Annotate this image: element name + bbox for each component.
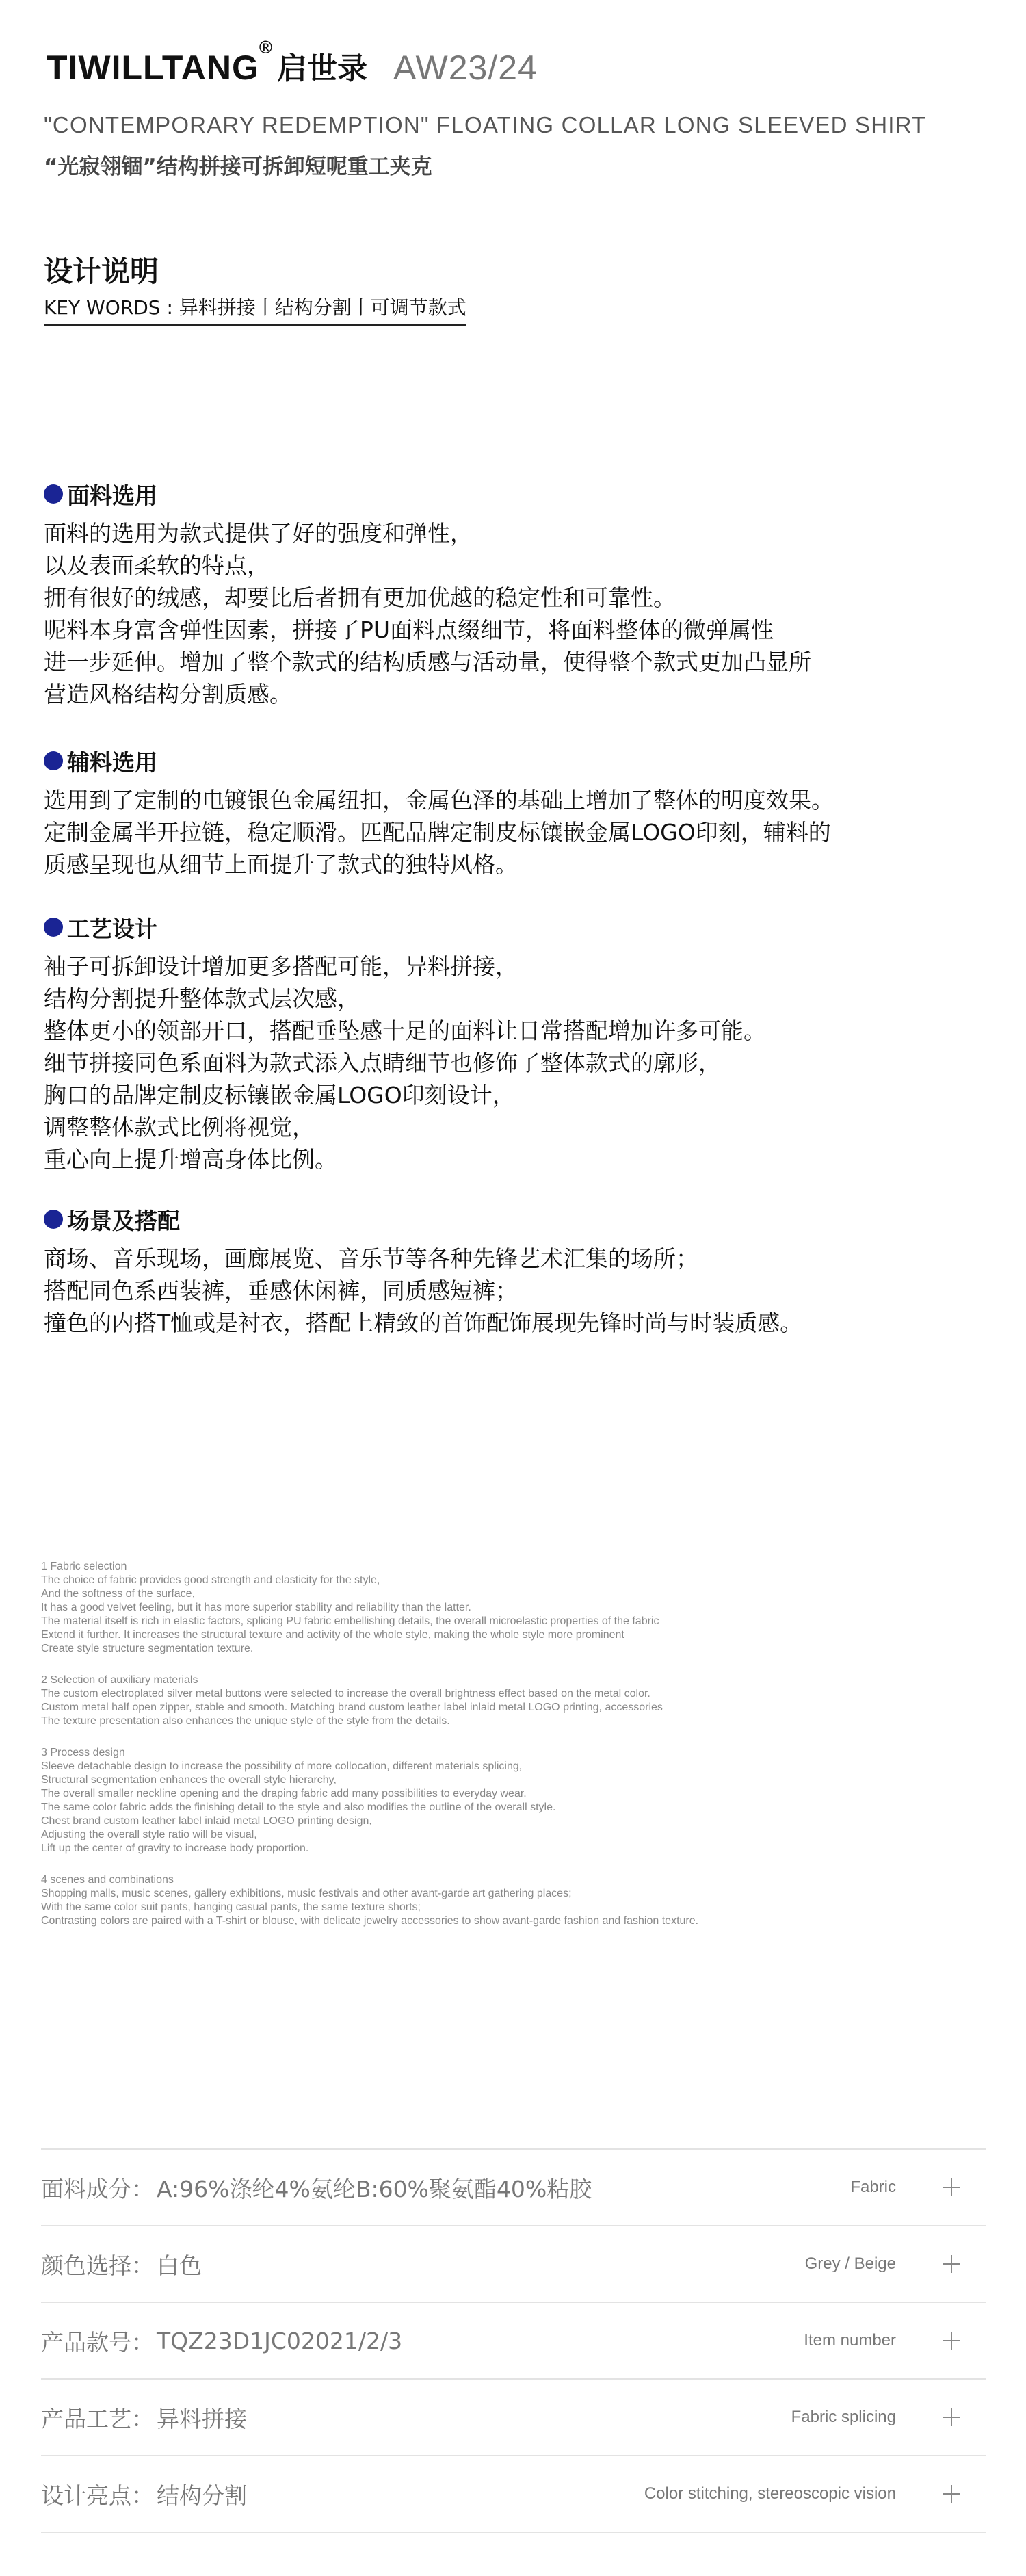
spec-en-label: Color stitching, stereoscopic vision: [644, 2484, 896, 2503]
section-fabric: [44, 479, 988, 710]
english-note-paragraph: [41, 1873, 985, 1928]
spec-label: 面料成分：: [41, 2175, 154, 2202]
spec-label: 产品工艺：: [41, 2405, 154, 2432]
english-note-paragraph: [41, 1746, 985, 1856]
spec-row-color[interactable]: [41, 2226, 986, 2303]
brand-header: [47, 33, 538, 88]
plus-icon[interactable]: [943, 2255, 960, 2273]
english-note-paragraph: [41, 1560, 985, 1656]
section-line: 面料的选用为款式提供了好的强度和弹性，: [44, 520, 473, 547]
section-line: 搭配同色系西装裤，垂感休闲裤，同质感短裤；: [44, 1277, 518, 1304]
section-line: 选用到了定制的电镀银色金属纽扣，金属色泽的基础上增加了整体的明度效果。: [44, 787, 834, 814]
english-note-line: The overall smaller neckline opening and the draping fabric add many possibilities to everyday wear.: [41, 1788, 527, 1799]
english-note-line: The material itself is rich in elastic factors, splicing PU fabric embellishing details, the overall microelastic properties of the fabric: [41, 1615, 659, 1627]
spec-value: 白色: [157, 2252, 202, 2279]
english-note-line: Custom metal half open zipper, stable and smooth. Matching brand custom leather label inlaid metal LOGO printing, accessories: [41, 1702, 663, 1713]
bullet-dot-icon: [44, 918, 63, 937]
section-line: 细节拼接同色系面料为款式添入点睛细节也修饰了整体款式的廓形，: [44, 1050, 721, 1076]
english-note-line: 2 Selection of auxiliary materials: [41, 1674, 198, 1686]
english-notes: [41, 1560, 985, 1946]
section-line: 调整整体款式比例将视觉，: [44, 1114, 315, 1141]
plus-icon[interactable]: [943, 2332, 960, 2350]
section-line: 撞色的内搭T恤或是衬衣，搭配上精致的首饰配饰展现先锋时尚与时装质感。: [44, 1310, 803, 1336]
season-label: AW23/24: [393, 49, 538, 87]
bullet-dot-icon: [44, 1210, 63, 1229]
english-note-line: Sleeve detachable design to increase the possibility of more collocation, different materials splicing,: [41, 1760, 523, 1772]
spec-label: 颜色选择：: [41, 2252, 154, 2279]
english-note-line: The texture presentation also enhances the unique style of the style from the details.: [41, 1715, 450, 1727]
english-note-line: Extend it further. It increases the structural texture and activity of the whole style, making the whole style more prominent: [41, 1629, 624, 1641]
english-note-line: 1 Fabric selection: [41, 1561, 127, 1572]
english-note-line: 3 Process design: [41, 1747, 125, 1758]
english-note-paragraph: [41, 1674, 985, 1728]
bullet-dot-icon: [44, 484, 63, 504]
english-note-line: Adjusting the overall style ratio will be visual,: [41, 1829, 257, 1840]
plus-icon[interactable]: [943, 2485, 960, 2503]
spec-row-fabric[interactable]: [41, 2150, 986, 2226]
section-accessories: [44, 746, 988, 881]
spec-label: 产品款号：: [41, 2328, 154, 2356]
section-line: 商场、音乐现场，画廊展览、音乐节等各种先锋艺术汇集的场所；: [44, 1245, 698, 1272]
section-process: [44, 912, 988, 1175]
product-title-cn: “光寂翎锢”结构拼接可拆卸短呢重工夹克: [44, 155, 432, 179]
spec-value: TQZ23D1JC02021/2/3: [157, 2327, 403, 2354]
section-line: 重心向上提升增高身体比例。: [44, 1146, 337, 1173]
spec-label: 设计亮点：: [41, 2482, 154, 2509]
english-note-line: 4 scenes and combinations: [41, 1874, 174, 1886]
section-scenes: [44, 1204, 988, 1339]
bullet-dot-icon: [44, 751, 63, 770]
section-line: 定制金属半开拉链，稳定顺滑。匹配品牌定制皮标镶嵌金属LOGO印刻，辅料的: [44, 819, 831, 846]
english-note-line: With the same color suit pants, hanging casual pants, the same texture shorts;: [41, 1901, 421, 1913]
section-line: 呢料本身富含弹性因素，拼接了PU面料点缀细节，将面料整体的微弹属性: [44, 616, 774, 643]
english-note-line: Shopping malls, music scenes, gallery exhibitions, music festivals and other avant-garde art gathering places;: [41, 1888, 572, 1899]
section-title: 场景及搭配: [67, 1207, 180, 1234]
product-title-en: "CONTEMPORARY REDEMPTION" FLOATING COLLAR LONG SLEEVED SHIRT: [44, 112, 927, 138]
spec-en-label: Grey / Beige: [804, 2254, 896, 2273]
english-note-line: Create style structure segmentation texture.: [41, 1643, 254, 1654]
design-heading: 设计说明: [44, 255, 159, 288]
section-line: 以及表面柔软的特点，: [44, 552, 269, 579]
section-line: 营造风格结构分割质感。: [44, 681, 292, 707]
section-line: 拥有很好的绒感，却要比后者拥有更加优越的稳定性和可靠性。: [44, 584, 676, 611]
brand-name-cn: 启世录: [277, 51, 368, 86]
english-note-line: Chest brand custom leather label inlaid metal LOGO printing design,: [41, 1815, 372, 1827]
section-line: 胸口的品牌定制皮标镶嵌金属LOGO印刻设计，: [44, 1082, 515, 1108]
english-note-line: Contrasting colors are paired with a T-shirt or blouse, with delicate jewelry accessories to show avant-garde fashion and fashion texture.: [41, 1915, 699, 1927]
section-line: 袖子可拆卸设计增加更多搭配可能，异料拼接，: [44, 953, 518, 980]
spec-list: [41, 2148, 986, 2533]
section-line: 质感呈现也从细节上面提升了款式的独特风格。: [44, 851, 518, 878]
english-note-line: Lift up the center of gravity to increase body proportion.: [41, 1843, 309, 1854]
section-title: 工艺设计: [67, 915, 157, 942]
brand-logo: TIWILLTANG®: [47, 37, 274, 87]
english-note-line: The same color fabric adds the finishing detail to the style and also modifies the outline of the overall style.: [41, 1801, 556, 1813]
spec-en-label: Fabric: [850, 2178, 896, 2196]
english-note-line: Structural segmentation enhances the overall style hierarchy,: [41, 1774, 337, 1786]
spec-en-label: Item number: [804, 2331, 896, 2350]
plus-icon[interactable]: [943, 2408, 960, 2426]
section-line: 整体更小的领部开口，搭配垂坠感十足的面料让日常搭配增加许多可能。: [44, 1017, 766, 1044]
english-note-line: The choice of fabric provides good strength and elasticity for the style,: [41, 1574, 380, 1586]
english-note-line: It has a good velvet feeling, but it has more superior stability and reliability than the latter.: [41, 1602, 471, 1613]
section-line: 进一步延伸。增加了整个款式的结构质感与活动量，使得整个款式更加凸显所: [44, 649, 811, 675]
spec-row-item-number[interactable]: [41, 2303, 986, 2380]
section-title: 辅料选用: [67, 749, 157, 776]
spec-value: A:96%涤纶4%氨纶B:60%聚氨酯40%粘胶: [157, 2175, 592, 2202]
spec-row-highlight[interactable]: [41, 2456, 986, 2533]
plus-icon[interactable]: [943, 2178, 960, 2196]
spec-value: 结构分割: [157, 2482, 247, 2509]
spec-row-process[interactable]: [41, 2380, 986, 2456]
keywords-line: KEY WORDS : 异料拼接丨结构分割丨可调节款式: [44, 293, 466, 326]
section-title: 面料选用: [67, 482, 157, 509]
spec-en-label: Fabric splicing: [791, 2408, 896, 2426]
spec-value: 异料拼接: [157, 2405, 247, 2432]
section-line: 结构分割提升整体款式层次感，: [44, 985, 360, 1012]
english-note-line: And the softness of the surface,: [41, 1588, 196, 1600]
english-note-line: The custom electroplated silver metal buttons were selected to increase the overall brightness effect based on the metal color.: [41, 1688, 650, 1700]
